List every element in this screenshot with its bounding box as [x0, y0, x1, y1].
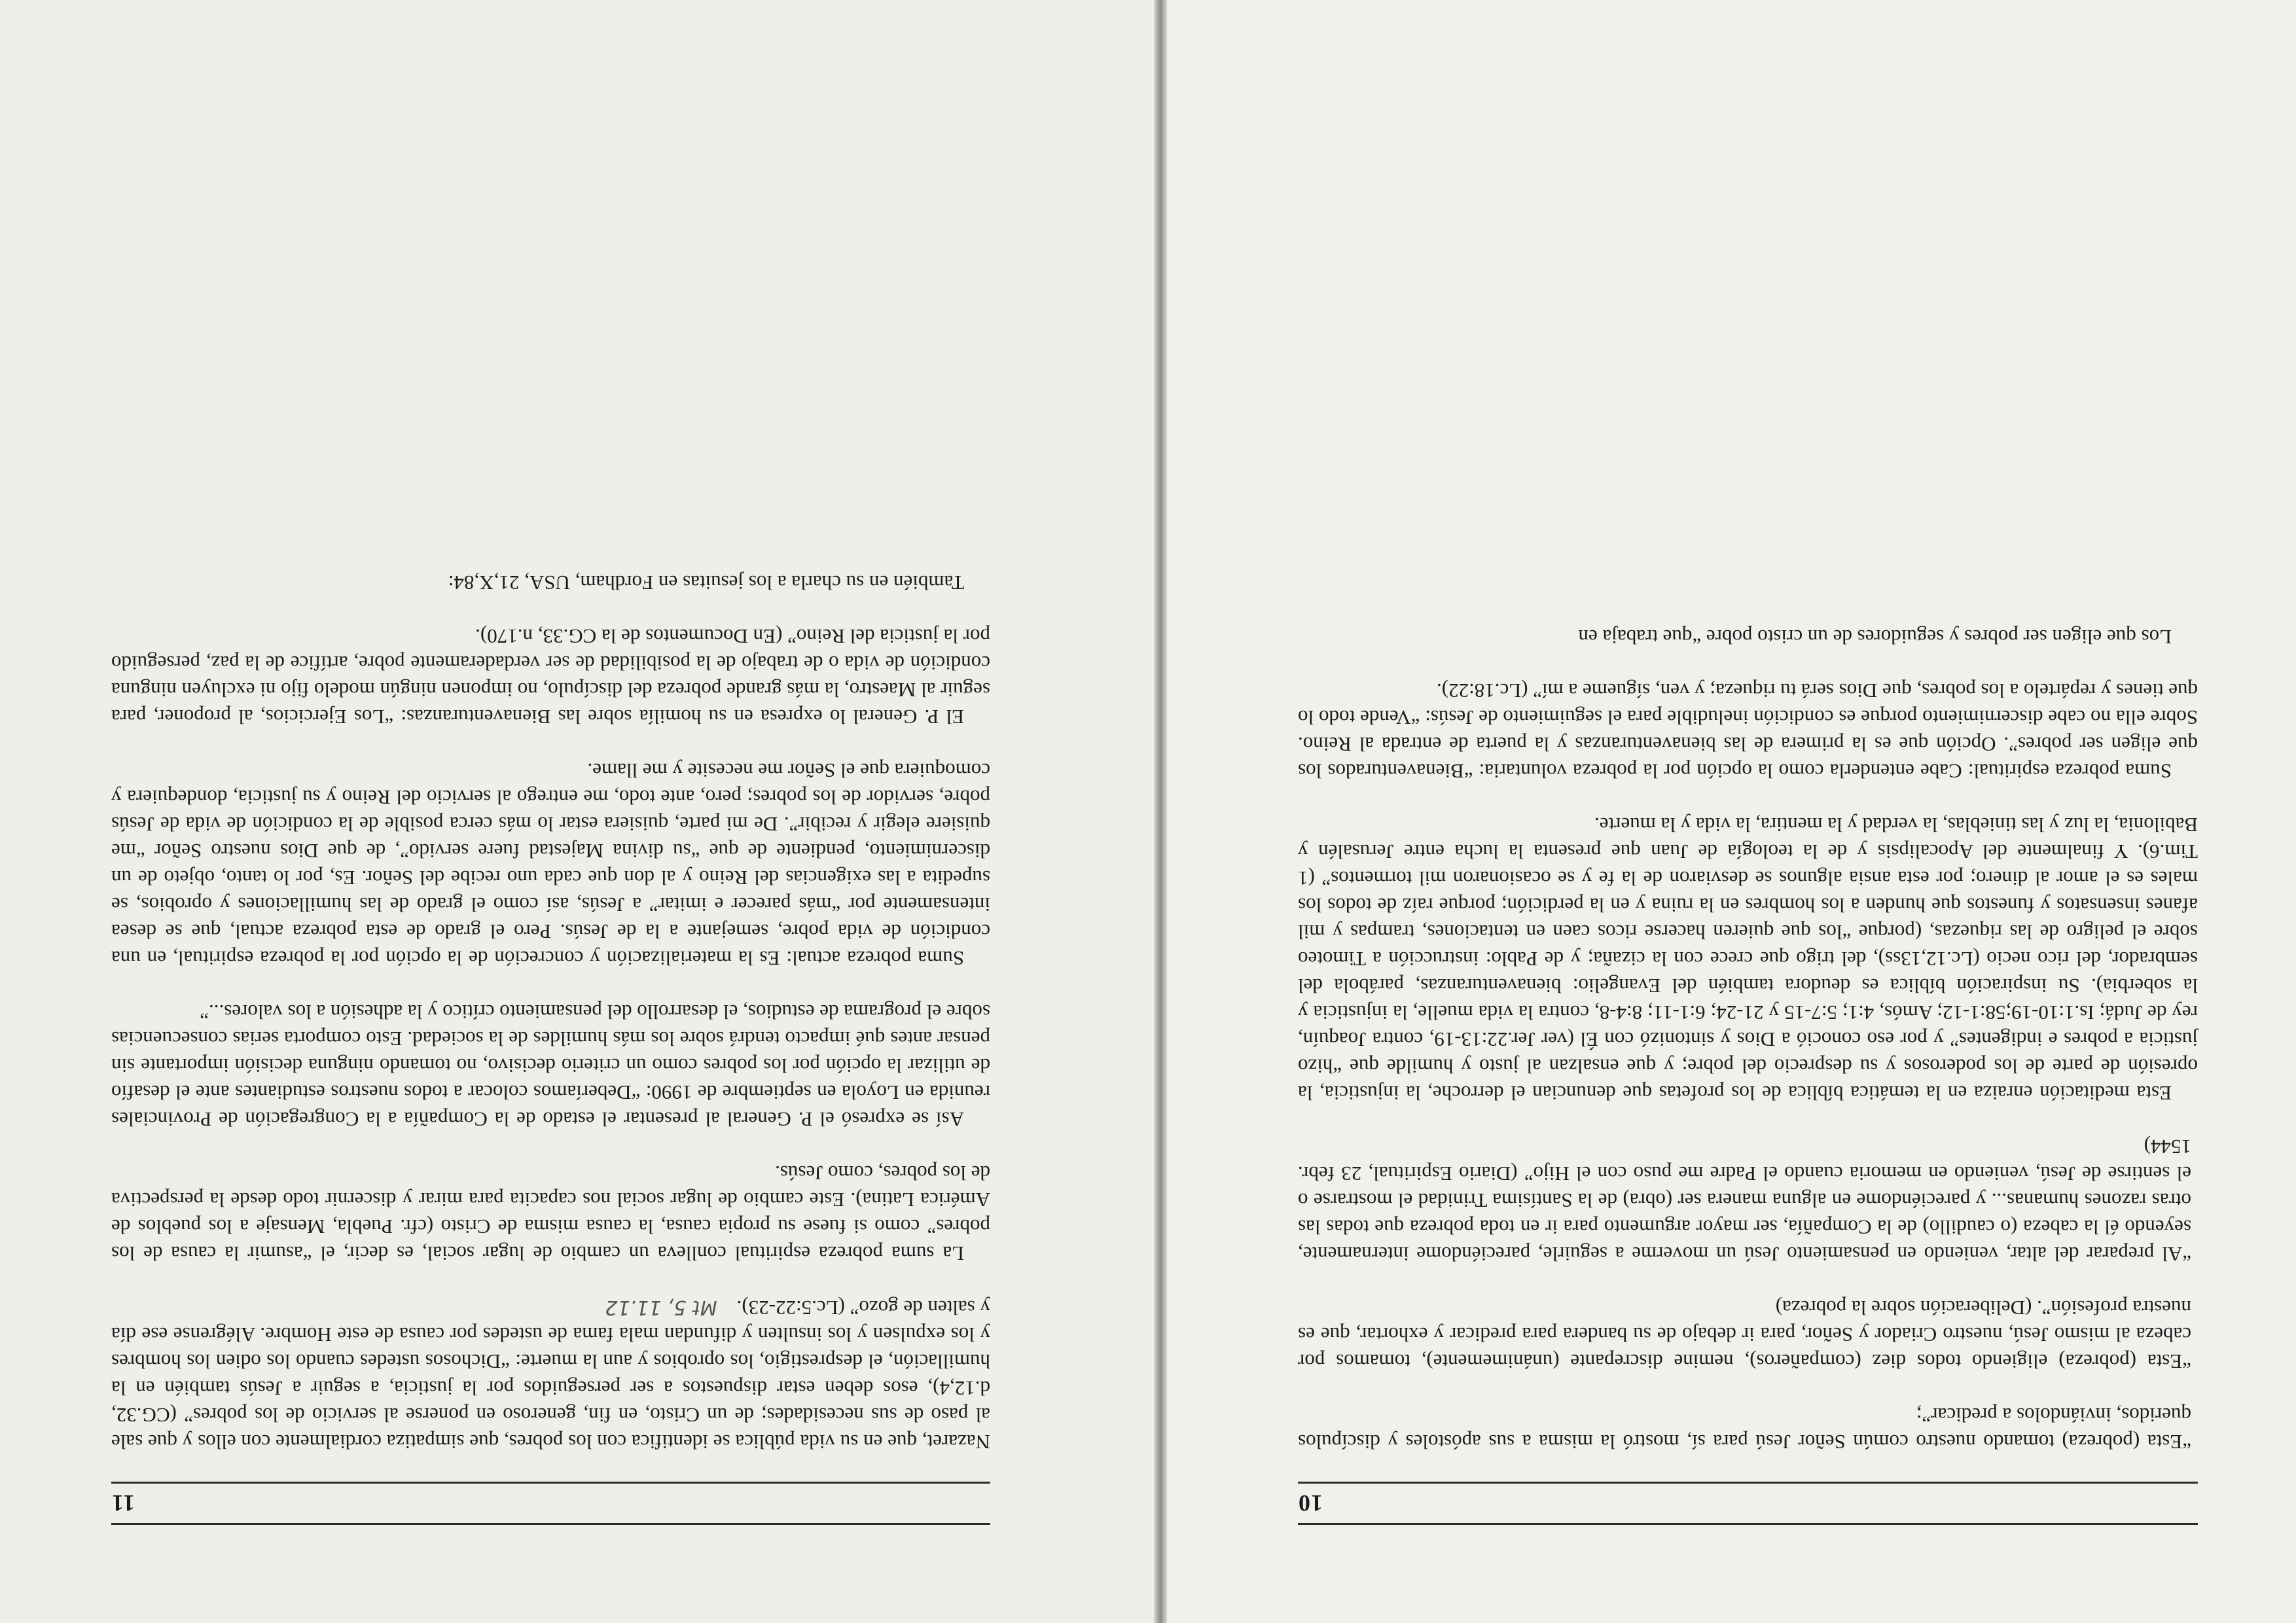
body-paragraph: Esta meditación enraiza en la temática bíblica de los profetas que denuncian el derroche, la injusticia, la opresión de parte de los poderosos y su desprecio del pobre; y que ensalzan al justo y humilde que “hizo justicia a pobres e indigentes” y por eso conoció a Dios y sintonizó con Él (ver Jer.22:13-19, contra Joaquín, rey de Judá; Is.1:10-19;58:1-12; Amós, 4:1; 5:7-15 y 21-24; 6:1-11; 8:4-8, contra la vida muelle, la injusticia y la soberbia). Su inspiración bíblica es deudora también del Evangelio: bienaventuranzas, parábola del sembrador, del rico necio (Lc.12,13ss), del trigo que crece con la cizaña; y de Pablo: instrucción a Timoteo sobre el peligro de las riquezas, (porque “los que quieren hacerse ricos caen en tentaciones, trampas y mil afanes insensatos y funestos que hunden a los hombres en la ruina y en la perdición; porque raíz de todos los males es el amor al dinero; por esta ansia algunos se desviaron de la fe y se ocasionaron mil tormentos” (1 Tim.6). Y finalmente del Apocalipsis y de la teología de Juan que presenta la lucha entre Jerusalén y Babilonia, la luz y las tinieblas, la verdad y la mentira, la vida y la muerte.	[1298, 813, 2198, 1105]
body-paragraph: Suma pobreza espiritual: Cabe entenderla como la opción por la pobreza voluntaria: “Bienaventurados los que eligen ser pobres”. Opción que es la primera de las bienaventuranzas y la puerta de entrada al Reino. Sobre ella no cabe discernimiento porque es condición ineludible para el seguimiento de Jesús: “Vende todo lo que tienes y repártelo a los pobres, que Dios será tu riqueza; y ven, sígueme a mí” (Lc.18:22).	[1298, 679, 2198, 783]
body-paragraph: Los que eligen ser pobres y seguidores de un cristo pobre “que trabaja en	[1578, 626, 2172, 649]
body-paragraph: Suma pobreza actual: Es la materialización y concreción de la opción por la pobreza espiritual, en una condición de vida pobre, semejante a la de Jesús. Pero el grado de esta pobreza actual, que se desea intensamente por “más parecer e imitar” a Jesús, así como el grado de las humillaciones y oprobios, se supedita a las exigencias del Reino y al don que cada uno recibe del Señor. Es, por lo tanto, objeto de un discernimiento, pendiente de que “su divina Majestad fuere servido”, de que Dios nuestro Señor “me quisiere elegir y recibir”. De mi parte, quisiera estar lo más cerca posible de la condición de vida de Jesús pobre, servidor de los pobres; pero, ante todo, me entrego al servicio del Reino y su justicia, dondequiera y comoquiera que el Señor me necesite y me llame.	[111, 759, 990, 970]
body-paragraph: Así se expresó el P. General al presentar el estado de la Compañía a la Congregación de Provinciales reunida en Loyola en septiembre de 1990: “Deberíamos colocar a todos nuestros estudiantes ante el desafío de utilizar la opción por los pobres como un criterio decisivo, no tomando ninguna decisión importante sin pensar antes qué impacto tendrá sobre los más humildes de la sociedad. Esto comporta serias consecuencias sobre el programa de estudios, el desarrollo del pensamiento crítico y la adhesión a los valores...”	[111, 1001, 990, 1131]
page-header	[111, 1484, 990, 1523]
paragraph-text: Nazaret, que en su vida pública se identifica con los pobres, que simpatiza cordialmente con ellos y que sale al paso de sus necesidades; de un Cristo, en fin, generoso en ponerse al servicio de los pobres” (CG.32, d.12,4), esos deben estar dispuestos a ser perseguidos por la justicia, a seguir a Jesús también en la humillación, el desprestigio, los oprobios y aun la muerte: “Dichosos ustedes cuando los odien los hombres y los expulsen y los insulten y difundan mala fama de ustedes por causa de este Hombre. Alégrense ese día y salten de gozo” (Lc.5:22-23).	[111, 1296, 990, 1454]
body-paragraph: También en su charla a los jesuitas en Fordham, USA, 21,X,84:	[448, 571, 964, 594]
header-rule-top	[1298, 1523, 2198, 1525]
quote-paragraph: “Esta (pobreza) tomando nuestro común Señor Jesú para sí, mostró la misma a sus apóstoles y discípulos queridos, inviándolos a predicar”;	[1298, 1404, 2191, 1454]
body-paragraph: La suma pobreza espiritual conlleva un cambio de lugar social, es decir, el “asumir la causa de los pobres” como si fuese su propia causa, la causa misma de Cristo (cfr. Puebla, Mensaje a los pueblos de América Latina). Este cambio de lugar social nos capacita para mirar y discernir todo desde la perspectiva de los pobres, como Jesús.	[111, 1162, 990, 1265]
book-gutter	[1154, 0, 1167, 1623]
page-body	[111, 569, 990, 1455]
quote-paragraph: “Esta (pobreza) eligiendo todos diez (compañeros), nemine discrepante (unánimemente), tomamos por cabeza al mismo Jesú, nuestro Criador y Señor, para ir debajo de su bandera para predicar y exhortar, que es nuestra profesión”. (Deliberación sobre la pobreza)	[1298, 1296, 2191, 1373]
header-rule-bottom	[1298, 1482, 2198, 1484]
page-number: 10	[1298, 1490, 1323, 1516]
page-number: 11	[111, 1490, 135, 1516]
body-paragraph: El P. General lo expresa en su homilía sobre las Bienaventuranzas: “Los Ejercicios, al proponer, para seguir al Maestro, la más grande pobreza del discípulo, no imponen ningún modelo fijo ni excluyen ninguna condición de vida o de trabajo de la posibilidad de ser verdaderamente pobre, artífice de la paz, perseguido por la justicia del Reino” (En Documentos de la CG.33, n.170).	[111, 625, 990, 728]
page-10	[1167, 0, 2296, 1623]
page-header	[1298, 1484, 2198, 1523]
header-rule-bottom	[111, 1482, 990, 1484]
header-rule-top	[111, 1523, 990, 1525]
page-body	[1298, 624, 2198, 1455]
handwritten-note: Mt 5, 11.12	[605, 1296, 717, 1319]
body-paragraph	[111, 1294, 990, 1455]
quote-paragraph: “Al preparar del altar, veniendo en pensamiento Jesú un moverme a seguirle, pareciéndome internamente, seyendo él la cabeza (o caudillo) de la Compañía, ser mayor argumento para ir en toda pobreza que todas las otras razones humanas... y pareciéndome en alguna manera ser (obra) de la Santísima Trinidad el mostrarse o el sentirse de Jesú, veniendo en memoria cuando el Padre me puso con el Hijo” (Diario Espiritual, 23 febr. 1544)	[1298, 1135, 2191, 1266]
